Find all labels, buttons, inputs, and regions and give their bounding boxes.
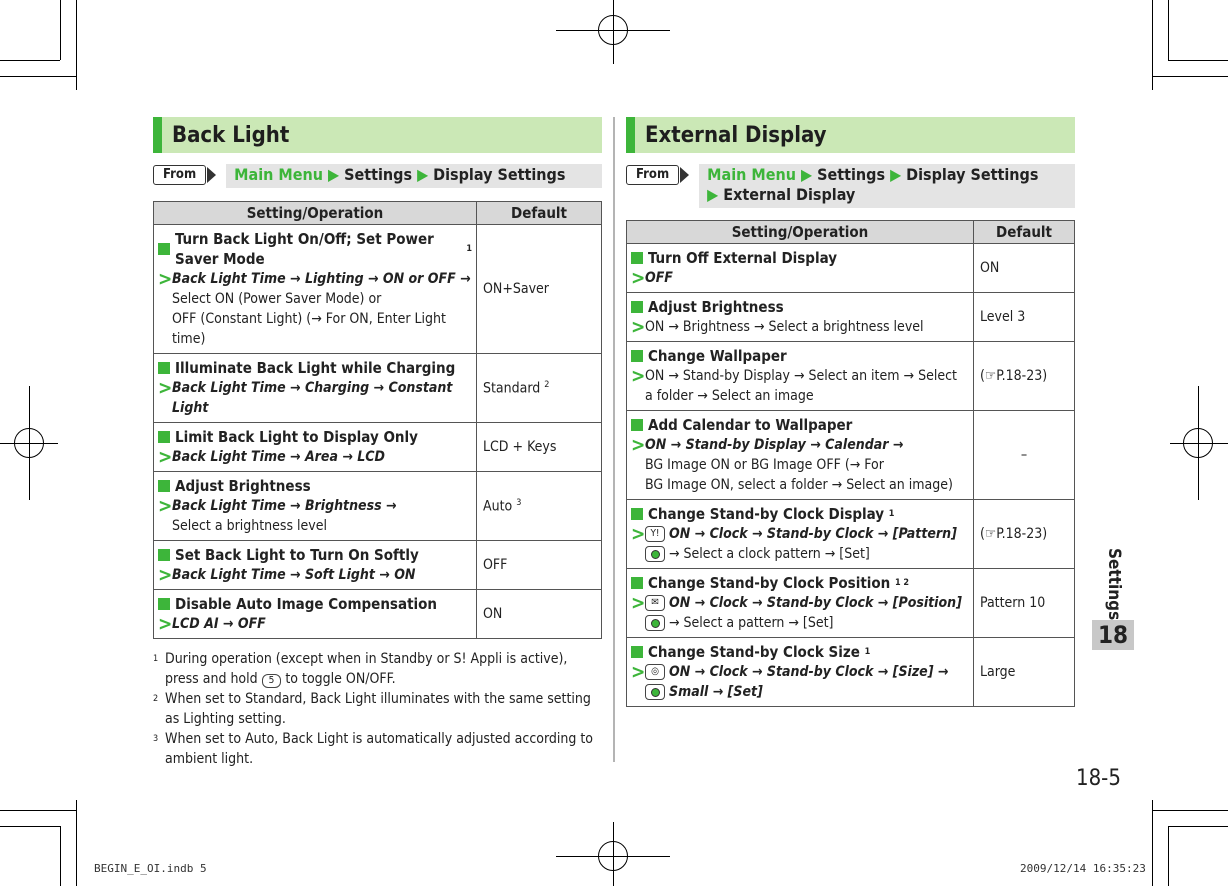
step-line: BG Image ON, select a folder → Select an image) [645, 477, 953, 493]
operation-cell [154, 354, 477, 423]
step-line: ON → Clock → Stand-by Clock → [Pattern] [669, 526, 957, 542]
default-value: LCD + Keys [483, 439, 557, 455]
from-label: From [626, 165, 679, 185]
back-light-section [153, 117, 602, 769]
default-cell [974, 500, 1075, 569]
chevron-right-icon: > [158, 268, 173, 290]
footer-timestamp: 2009/12/14 16:35:23 [1020, 862, 1146, 875]
setting-title [631, 346, 969, 366]
chevron-right-icon: > [158, 446, 173, 468]
square-bullet-icon [631, 419, 643, 431]
from-label: From [153, 165, 206, 185]
setting-title-text: Adjust Brightness [175, 477, 311, 495]
settings-table [153, 201, 602, 639]
operation-cell [627, 500, 974, 569]
table-row [154, 590, 602, 639]
setting-title-text: Limit Back Light to Display Only [175, 428, 418, 446]
step-line: ON → Clock → Stand-by Clock → [Size] → [669, 664, 949, 680]
steps [158, 614, 472, 634]
default-cell [974, 569, 1075, 638]
step-line: Back Light Time → Area → LCD [172, 449, 385, 465]
square-bullet-icon [631, 350, 643, 362]
section-title: Back Light [172, 122, 290, 148]
crop-mark [0, 76, 76, 77]
default-value: Level 3 [980, 309, 1026, 325]
step-line: Back Light Time → Brightness → [172, 498, 397, 514]
setting-title-text: Disable Auto Image Compensation [175, 595, 438, 613]
table-row [154, 225, 602, 354]
chevron-right-icon: > [158, 495, 173, 517]
breadcrumb-item: External Display [723, 185, 856, 204]
default-cell [477, 225, 602, 354]
default-cell [974, 293, 1075, 342]
from-tag [153, 164, 216, 186]
steps [631, 662, 969, 702]
table-row [627, 244, 1075, 293]
crop-mark [60, 826, 61, 886]
mail-key-icon: ✉ [645, 595, 665, 611]
column-divider [613, 117, 615, 762]
page-number: 18-5 [1076, 766, 1121, 791]
setting-title [631, 573, 969, 593]
from-arrow-icon [680, 167, 689, 183]
chevron-right-icon: > [631, 434, 646, 456]
step-line: ON → Stand-by Display → Calendar → [645, 437, 904, 453]
breadcrumb [226, 164, 602, 188]
operation-cell [627, 569, 974, 638]
setting-title [631, 504, 969, 524]
default-value: ON [483, 606, 503, 622]
setting-title [631, 248, 969, 268]
triangle-icon: ▶ [801, 165, 813, 184]
steps [631, 524, 969, 564]
default-cell [974, 244, 1075, 293]
column-header: Setting/Operation [627, 221, 974, 244]
step-line: OFF [645, 270, 673, 286]
menu-path [153, 164, 602, 188]
operation-cell [154, 423, 477, 472]
setting-title [158, 594, 472, 614]
step-line: Back Light Time → Lighting → ON or OFF → [172, 271, 471, 287]
breadcrumb [699, 164, 1075, 208]
crop-mark [1152, 800, 1153, 886]
header-accent-bar [626, 117, 635, 153]
default-value: OFF [483, 557, 508, 573]
setting-title-text: Turn Back Light On/Off; Set Power Saver Mode [175, 230, 434, 268]
square-bullet-icon [631, 646, 643, 658]
breadcrumb-item: Settings [817, 165, 886, 184]
setting-title-text: Adjust Brightness [648, 298, 784, 316]
setting-title [158, 545, 472, 565]
crop-mark [1152, 810, 1228, 811]
steps [631, 593, 969, 633]
table-row [627, 638, 1075, 707]
square-bullet-icon [158, 549, 170, 561]
steps [158, 378, 472, 418]
square-bullet-icon [158, 480, 170, 492]
step-line: ON → Stand-by Display → Select an item → Select [645, 368, 957, 384]
triangle-icon: ▶ [328, 165, 340, 184]
default-value: ON+Saver [483, 281, 549, 297]
step-line: Back Light Time → Soft Light → ON [172, 567, 416, 583]
footnote-number: 3 [153, 734, 159, 744]
crop-mark [0, 60, 60, 61]
footnote-ref: 1 [466, 244, 472, 254]
column-header: Setting/Operation [154, 202, 477, 225]
step-line: Small → [Set] [669, 684, 763, 700]
step-line: a folder → Select an image [645, 388, 814, 404]
operation-cell [627, 244, 974, 293]
crop-mark [60, 0, 61, 60]
registration-mark [598, 841, 628, 871]
footnote-ref: 1 [864, 647, 871, 657]
setting-title [158, 476, 472, 496]
setting-title [631, 415, 969, 435]
steps [631, 435, 969, 495]
table-row [627, 411, 1075, 500]
setting-title [631, 297, 969, 317]
setting-title [158, 427, 472, 447]
operation-cell [154, 472, 477, 541]
table-header-row [154, 202, 602, 225]
step-line: Select ON (Power Saver Mode) or [172, 291, 382, 307]
steps [158, 496, 472, 536]
crop-mark [76, 800, 77, 886]
settings-table [626, 220, 1075, 707]
step-line: LCD AI → OFF [172, 616, 266, 632]
center-key-icon [645, 684, 665, 700]
footnote-number: 1 [153, 654, 159, 664]
column-header: Default [477, 202, 602, 225]
setting-title [631, 642, 969, 662]
operation-cell [154, 590, 477, 639]
default-cell [974, 342, 1075, 411]
default-cell [477, 354, 602, 423]
setting-title-text: Change Wallpaper [648, 347, 787, 365]
table-row [627, 342, 1075, 411]
footnote-ref: 1 [888, 509, 895, 519]
chevron-right-icon: > [158, 377, 173, 399]
setting-title-text: Change Stand-by Clock Size [648, 643, 860, 661]
steps [158, 447, 472, 467]
camera-key-icon: ◎ [645, 664, 665, 680]
triangle-icon: ▶ [890, 165, 902, 184]
page-reference: (☞P.18-23) [980, 526, 1048, 542]
chevron-right-icon: > [631, 316, 646, 338]
side-label: Settings [1104, 548, 1124, 621]
footnote [153, 689, 602, 729]
default-value: Standard [483, 380, 541, 397]
breadcrumb-item: Main Menu [707, 165, 796, 184]
step-line: Back Light Time → Charging → Constant Light [172, 380, 453, 416]
steps [158, 565, 472, 585]
default-cell [974, 638, 1075, 707]
column-header: Default [974, 221, 1075, 244]
crop-mark [0, 810, 76, 811]
default-value: – [1020, 447, 1028, 463]
default-cell [477, 472, 602, 541]
registration-mark [1183, 428, 1213, 458]
step-line: → Select a clock pattern → [Set] [669, 546, 870, 562]
from-arrow-icon [207, 167, 216, 183]
steps [158, 269, 472, 349]
chevron-right-icon: > [631, 592, 646, 614]
crop-mark [1168, 60, 1228, 61]
triangle-icon: ▶ [417, 165, 429, 184]
operation-cell [627, 342, 974, 411]
from-tag [626, 164, 689, 186]
crop-mark [1168, 0, 1169, 60]
footnote-number: 2 [153, 694, 159, 704]
breadcrumb-item: Display Settings [906, 165, 1039, 184]
default-value: Auto [483, 498, 513, 515]
setting-title-text: Illuminate Back Light while Charging [175, 359, 456, 377]
footnote-text: When set to Standard, Back Light illuminates with the same setting as Lighting setting. [165, 691, 591, 727]
steps [631, 317, 969, 337]
setting-title-text: Set Back Light to Turn On Softly [175, 546, 419, 564]
default-value: Large [980, 664, 1016, 680]
step-line: → Select a pattern → [Set] [669, 615, 834, 631]
section-header [153, 117, 602, 153]
square-bullet-icon [158, 431, 170, 443]
footnote [153, 729, 602, 769]
table-row [154, 354, 602, 423]
breadcrumb-item: Main Menu [234, 165, 323, 184]
default-value: ON [980, 260, 1000, 276]
steps [631, 268, 969, 288]
footnote [153, 649, 602, 689]
chevron-right-icon: > [631, 365, 646, 387]
operation-cell [154, 225, 477, 354]
footnote-text: to toggle ON/OFF. [285, 671, 396, 687]
operation-cell [627, 638, 974, 707]
chevron-right-icon: > [631, 523, 646, 545]
step-line: BG Image ON or BG Image OFF (→ For [645, 457, 884, 473]
table-row [627, 569, 1075, 638]
operation-cell [154, 541, 477, 590]
yahoo-key-icon: Y! [645, 526, 665, 542]
operation-cell [627, 411, 974, 500]
header-accent-bar [153, 117, 162, 153]
square-bullet-icon [158, 362, 170, 374]
setting-title-text: Turn Off External Display [648, 249, 838, 267]
steps [631, 366, 969, 406]
crop-mark [1168, 826, 1228, 827]
square-bullet-icon [631, 508, 643, 520]
step-line: Select a brightness level [172, 518, 327, 534]
setting-title-text: Add Calendar to Wallpaper [648, 416, 853, 434]
chapter-tab: 18 [1092, 620, 1134, 650]
crop-mark [0, 826, 60, 827]
external-display-section [626, 117, 1075, 707]
square-bullet-icon [158, 243, 170, 255]
breadcrumb-item: Display Settings [433, 165, 566, 184]
table-row [627, 293, 1075, 342]
chevron-right-icon: > [631, 661, 646, 683]
footnote-text: When set to Auto, Back Light is automatically adjusted according to ambient light. [165, 731, 593, 767]
crop-mark [76, 0, 77, 90]
triangle-icon: ▶ [707, 185, 719, 204]
square-bullet-icon [631, 252, 643, 264]
default-cell [477, 423, 602, 472]
footnote-ref: 1 2 [894, 578, 910, 588]
operation-cell [627, 293, 974, 342]
menu-path [626, 164, 1075, 208]
registration-mark [598, 15, 628, 45]
center-key-icon [645, 546, 665, 562]
breadcrumb-item: Settings [344, 165, 413, 184]
table-row [154, 541, 602, 590]
footnote-ref: 3 [516, 497, 522, 508]
step-line: ON → Clock → Stand-by Clock → [Position] [669, 595, 962, 611]
key-5-icon: 5 [262, 674, 282, 688]
default-cell [974, 411, 1075, 500]
chevron-right-icon: > [631, 267, 646, 289]
crop-mark [1168, 826, 1169, 886]
table-row [154, 472, 602, 541]
section-title: External Display [645, 122, 827, 148]
crop-mark [1152, 76, 1228, 77]
default-cell [477, 541, 602, 590]
center-key-icon [645, 615, 665, 631]
footnote-text: During operation (except when in Standby or S! Appli is active), press and hold [165, 651, 568, 687]
table-row [627, 500, 1075, 569]
setting-title [158, 229, 472, 269]
footnote-ref: 2 [544, 379, 550, 390]
default-cell [477, 590, 602, 639]
table-row [154, 423, 602, 472]
page-reference: (☞P.18-23) [980, 368, 1048, 384]
section-header [626, 117, 1075, 153]
square-bullet-icon [631, 577, 643, 589]
footnotes [153, 649, 602, 769]
chevron-right-icon: > [158, 564, 173, 586]
setting-title [158, 358, 472, 378]
step-line: ON → Brightness → Select a brightness level [645, 319, 924, 335]
table-header-row [627, 221, 1075, 244]
chevron-right-icon: > [158, 613, 173, 635]
footer-file: BEGIN_E_OI.indb 5 [94, 862, 207, 875]
step-line: OFF (Constant Light) (→ For ON, Enter Light time) [172, 311, 446, 347]
setting-title-text: Change Stand-by Clock Display [648, 505, 885, 523]
default-value: Pattern 10 [980, 595, 1046, 611]
square-bullet-icon [158, 598, 170, 610]
setting-title-text: Change Stand-by Clock Position [648, 574, 891, 592]
square-bullet-icon [631, 301, 643, 313]
registration-mark [14, 428, 44, 458]
